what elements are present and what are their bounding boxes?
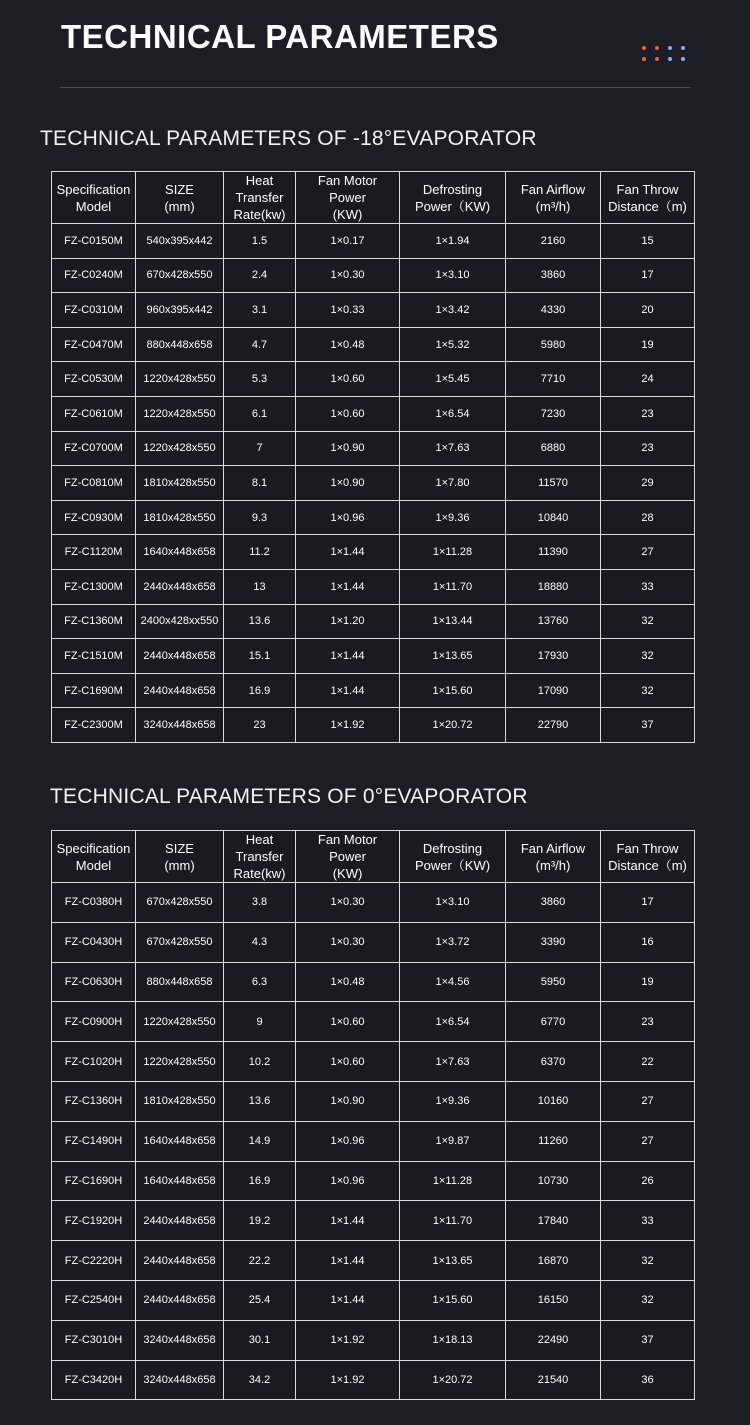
cell-fan-motor-power: 1×0.60: [296, 396, 400, 431]
table-row: [52, 922, 695, 962]
cell-heat-transfer-rate: 16.9: [224, 673, 296, 708]
cell-heat-transfer-rate: 7: [224, 431, 296, 466]
cell-size: 1810x428x550: [136, 500, 224, 535]
cell-heat-transfer-rate: 25.4: [224, 1280, 296, 1320]
cell-fan-motor-power: 1×0.90: [296, 431, 400, 466]
cell-fan-throw-distance: 23: [601, 396, 695, 431]
cell-fan-motor-power: 1×0.30: [296, 922, 400, 962]
cell-defrosting-power: 1×3.72: [400, 922, 506, 962]
cell-defrosting-power: 1×3.42: [400, 293, 506, 328]
dot-icon: [642, 57, 646, 61]
cell-fan-motor-power: 1×1.20: [296, 604, 400, 639]
cell-fan-throw-distance: 27: [601, 1121, 695, 1161]
cell-model: FZ-C0530M: [52, 362, 136, 397]
cell-size: 3240x448x658: [136, 1320, 224, 1360]
cell-fan-airflow: 17930: [506, 639, 601, 674]
header-line: Fan Throw: [616, 181, 679, 197]
cell-fan-airflow: 11390: [506, 535, 601, 570]
cell-fan-motor-power: 1×1.92: [296, 708, 400, 743]
cell-model: FZ-C1920H: [52, 1201, 136, 1241]
parameters-table-0: [51, 830, 695, 1400]
cell-fan-throw-distance: 33: [601, 569, 695, 604]
cell-size: 1640x448x658: [136, 1121, 224, 1161]
cell-fan-motor-power: 1×1.44: [296, 535, 400, 570]
cell-defrosting-power: 1×18.13: [400, 1320, 506, 1360]
cell-fan-airflow: 11260: [506, 1121, 601, 1161]
cell-fan-motor-power: 1×0.90: [296, 1081, 400, 1121]
cell-fan-airflow: 17090: [506, 673, 601, 708]
section-title-0: TECHNICAL PARAMETERS OF 0°EVAPORATOR: [50, 785, 528, 808]
cell-fan-airflow: 3860: [506, 883, 601, 923]
section-title-minus-18: TECHNICAL PARAMETERS OF -18°EVAPORATOR: [40, 127, 537, 150]
cell-heat-transfer-rate: 8.1: [224, 466, 296, 501]
header-line: Model: [75, 857, 112, 873]
cell-fan-throw-distance: 32: [601, 673, 695, 708]
dot-icon: [681, 57, 685, 61]
cell-defrosting-power: 1×3.10: [400, 883, 506, 923]
cell-heat-transfer-rate: 23: [224, 708, 296, 743]
header-line: Fan Airflow: [520, 840, 586, 856]
cell-fan-airflow: 18880: [506, 569, 601, 604]
cell-model: FZ-C0810M: [52, 466, 136, 501]
cell-fan-airflow: 22490: [506, 1320, 601, 1360]
dot-icon: [668, 46, 672, 50]
cell-fan-airflow: 7230: [506, 396, 601, 431]
header-line: Distance（m): [608, 857, 687, 873]
cell-defrosting-power: 1×15.60: [400, 1280, 506, 1320]
table-row: [52, 1081, 695, 1121]
cell-fan-airflow: 16870: [506, 1241, 601, 1281]
cell-model: FZ-C0310M: [52, 293, 136, 328]
cell-fan-airflow: 4330: [506, 293, 601, 328]
cell-model: FZ-C2540H: [52, 1280, 136, 1320]
cell-defrosting-power: 1×11.28: [400, 1161, 506, 1201]
header-size: [136, 831, 224, 883]
header-line: (mm): [164, 198, 195, 214]
cell-model: FZ-C1120M: [52, 535, 136, 570]
header-line: Specification: [56, 840, 131, 856]
cell-defrosting-power: 1×9.36: [400, 500, 506, 535]
cell-fan-motor-power: 1×1.44: [296, 1241, 400, 1281]
cell-fan-airflow: 17840: [506, 1201, 601, 1241]
header-divider: [60, 87, 691, 88]
cell-defrosting-power: 1×6.54: [400, 396, 506, 431]
header-fan-motor-power: [296, 172, 400, 224]
header-heat-transfer-rate: [224, 172, 296, 224]
cell-fan-throw-distance: 32: [601, 604, 695, 639]
page-title: TECHNICAL PARAMETERS: [61, 18, 499, 55]
header-line: Transfer: [235, 849, 284, 864]
table-row: [52, 1360, 695, 1400]
header-heat-transfer-rate: [224, 831, 296, 883]
cell-heat-transfer-rate: 13.6: [224, 604, 296, 639]
header-fan-throw-distance: [601, 831, 695, 883]
cell-defrosting-power: 1×11.70: [400, 1201, 506, 1241]
cell-fan-throw-distance: 16: [601, 922, 695, 962]
table-row: [52, 639, 695, 674]
cell-size: 3240x448x658: [136, 1360, 224, 1400]
header-line: Power（KW): [414, 198, 491, 214]
cell-size: 670x428x550: [136, 883, 224, 923]
cell-fan-throw-distance: 26: [601, 1161, 695, 1201]
header-line: (KW): [332, 207, 363, 222]
cell-fan-motor-power: 1×1.92: [296, 1360, 400, 1400]
cell-fan-motor-power: 1×0.90: [296, 466, 400, 501]
cell-defrosting-power: 1×9.87: [400, 1121, 506, 1161]
cell-fan-throw-distance: 32: [601, 1241, 695, 1281]
cell-fan-throw-distance: 17: [601, 258, 695, 293]
cell-fan-motor-power: 1×0.60: [296, 362, 400, 397]
cell-heat-transfer-rate: 10.2: [224, 1042, 296, 1082]
cell-heat-transfer-rate: 5.3: [224, 362, 296, 397]
cell-defrosting-power: 1×11.28: [400, 535, 506, 570]
cell-defrosting-power: 1×3.10: [400, 258, 506, 293]
cell-defrosting-power: 1×5.32: [400, 327, 506, 362]
cell-heat-transfer-rate: 6.1: [224, 396, 296, 431]
table-row: [52, 604, 695, 639]
dots-decoration-icon: [642, 46, 688, 64]
header-fan-throw-distance: [601, 172, 695, 224]
table-row: [52, 708, 695, 743]
table-row: [52, 500, 695, 535]
cell-model: FZ-C0150M: [52, 224, 136, 259]
cell-heat-transfer-rate: 11.2: [224, 535, 296, 570]
cell-defrosting-power: 1×7.63: [400, 1042, 506, 1082]
header-line: Power（KW): [414, 857, 491, 873]
cell-size: 670x428x550: [136, 258, 224, 293]
header-line: Model: [75, 198, 112, 214]
header-line: (mm): [164, 857, 195, 873]
header-line: Fan Motor: [317, 832, 378, 847]
table-row: [52, 962, 695, 1002]
cell-defrosting-power: 1×13.65: [400, 639, 506, 674]
cell-model: FZ-C0470M: [52, 327, 136, 362]
cell-fan-airflow: 2160: [506, 224, 601, 259]
table-row: [52, 1320, 695, 1360]
dot-icon: [655, 57, 659, 61]
cell-fan-airflow: 22790: [506, 708, 601, 743]
cell-fan-throw-distance: 23: [601, 1002, 695, 1042]
table-row: [52, 327, 695, 362]
cell-defrosting-power: 1×13.65: [400, 1241, 506, 1281]
cell-heat-transfer-rate: 1.5: [224, 224, 296, 259]
table-row: [52, 1201, 695, 1241]
cell-fan-airflow: 3390: [506, 922, 601, 962]
cell-heat-transfer-rate: 13.6: [224, 1081, 296, 1121]
cell-size: 960x395x442: [136, 293, 224, 328]
header-line: Defrosting: [422, 840, 483, 856]
cell-defrosting-power: 1×15.60: [400, 673, 506, 708]
cell-defrosting-power: 1×7.63: [400, 431, 506, 466]
cell-defrosting-power: 1×4.56: [400, 962, 506, 1002]
cell-fan-airflow: 5980: [506, 327, 601, 362]
header-line: Distance（m): [608, 198, 687, 214]
cell-heat-transfer-rate: 9.3: [224, 500, 296, 535]
cell-fan-throw-distance: 36: [601, 1360, 695, 1400]
cell-fan-throw-distance: 17: [601, 883, 695, 923]
cell-defrosting-power: 1×20.72: [400, 1360, 506, 1400]
cell-heat-transfer-rate: 13: [224, 569, 296, 604]
cell-heat-transfer-rate: 30.1: [224, 1320, 296, 1360]
header-line: Fan Airflow: [520, 181, 586, 197]
header-line: Power: [329, 849, 366, 864]
cell-size: 1220x428x550: [136, 362, 224, 397]
cell-heat-transfer-rate: 4.3: [224, 922, 296, 962]
cell-model: FZ-C0930M: [52, 500, 136, 535]
header-line: Defrosting: [422, 181, 483, 197]
cell-fan-throw-distance: 20: [601, 293, 695, 328]
table-row: [52, 224, 695, 259]
cell-fan-motor-power: 1×0.30: [296, 883, 400, 923]
header-fan-airflow: [506, 172, 601, 224]
cell-size: 1220x428x550: [136, 396, 224, 431]
cell-model: FZ-C3010H: [52, 1320, 136, 1360]
cell-fan-throw-distance: 33: [601, 1201, 695, 1241]
header-line: Fan Motor: [317, 173, 378, 188]
cell-size: 1810x428x550: [136, 466, 224, 501]
cell-model: FZ-C0900H: [52, 1002, 136, 1042]
cell-fan-motor-power: 1×1.44: [296, 1280, 400, 1320]
cell-fan-throw-distance: 22: [601, 1042, 695, 1082]
cell-fan-airflow: 10160: [506, 1081, 601, 1121]
cell-model: FZ-C1690M: [52, 673, 136, 708]
cell-model: FZ-C0700M: [52, 431, 136, 466]
page-header: [0, 0, 750, 90]
cell-defrosting-power: 1×7.80: [400, 466, 506, 501]
table-header-row: [52, 172, 695, 224]
header-line: Rate(kw): [233, 207, 286, 222]
cell-heat-transfer-rate: 3.8: [224, 883, 296, 923]
cell-fan-motor-power: 1×0.33: [296, 293, 400, 328]
cell-heat-transfer-rate: 14.9: [224, 1121, 296, 1161]
cell-model: FZ-C0630H: [52, 962, 136, 1002]
cell-fan-throw-distance: 15: [601, 224, 695, 259]
cell-fan-motor-power: 1×1.44: [296, 1201, 400, 1241]
cell-heat-transfer-rate: 34.2: [224, 1360, 296, 1400]
cell-size: 3240x448x658: [136, 708, 224, 743]
cell-model: FZ-C1690H: [52, 1161, 136, 1201]
cell-defrosting-power: 1×6.54: [400, 1002, 506, 1042]
dot-icon: [655, 46, 659, 50]
cell-fan-motor-power: 1×1.44: [296, 673, 400, 708]
cell-fan-airflow: 10840: [506, 500, 601, 535]
dot-icon: [668, 57, 672, 61]
cell-model: FZ-C2220H: [52, 1241, 136, 1281]
header-line: SIZE: [165, 840, 194, 856]
table-row: [52, 673, 695, 708]
cell-fan-throw-distance: 29: [601, 466, 695, 501]
cell-fan-throw-distance: 23: [601, 431, 695, 466]
table-row: [52, 1042, 695, 1082]
cell-fan-airflow: 21540: [506, 1360, 601, 1400]
cell-size: 2440x448x658: [136, 1280, 224, 1320]
table-row: [52, 1280, 695, 1320]
cell-fan-throw-distance: 32: [601, 1280, 695, 1320]
cell-model: FZ-C1360M: [52, 604, 136, 639]
table-row: [52, 535, 695, 570]
cell-defrosting-power: 1×20.72: [400, 708, 506, 743]
cell-fan-airflow: 10730: [506, 1161, 601, 1201]
cell-fan-throw-distance: 27: [601, 1081, 695, 1121]
header-line: Heat: [245, 832, 274, 847]
cell-size: 1220x428x550: [136, 1042, 224, 1082]
cell-fan-throw-distance: 37: [601, 1320, 695, 1360]
table-row: [52, 1161, 695, 1201]
cell-model: FZ-C0610M: [52, 396, 136, 431]
cell-fan-motor-power: 1×0.96: [296, 1161, 400, 1201]
cell-heat-transfer-rate: 9: [224, 1002, 296, 1042]
header-size: [136, 172, 224, 224]
cell-model: FZ-C0380H: [52, 883, 136, 923]
cell-model: FZ-C1360H: [52, 1081, 136, 1121]
cell-size: 880x448x658: [136, 962, 224, 1002]
parameters-table-minus-18: [51, 171, 695, 743]
cell-heat-transfer-rate: 22.2: [224, 1241, 296, 1281]
header-line: SIZE: [165, 181, 194, 197]
header-line: Specification: [56, 181, 131, 197]
cell-heat-transfer-rate: 15.1: [224, 639, 296, 674]
header-fan-motor-power: [296, 831, 400, 883]
cell-model: FZ-C1300M: [52, 569, 136, 604]
cell-heat-transfer-rate: 6.3: [224, 962, 296, 1002]
cell-fan-airflow: 6370: [506, 1042, 601, 1082]
table-row: [52, 293, 695, 328]
cell-fan-throw-distance: 28: [601, 500, 695, 535]
cell-size: 1640x448x658: [136, 535, 224, 570]
cell-size: 2440x448x658: [136, 569, 224, 604]
cell-fan-airflow: 5950: [506, 962, 601, 1002]
cell-heat-transfer-rate: 16.9: [224, 1161, 296, 1201]
cell-fan-airflow: 6880: [506, 431, 601, 466]
cell-model: FZ-C0430H: [52, 922, 136, 962]
cell-fan-throw-distance: 24: [601, 362, 695, 397]
table-header-row: [52, 831, 695, 883]
cell-size: 2440x448x658: [136, 1201, 224, 1241]
header-defrosting-power: [400, 831, 506, 883]
cell-heat-transfer-rate: 3.1: [224, 293, 296, 328]
cell-size: 2440x448x658: [136, 673, 224, 708]
cell-fan-motor-power: 1×0.96: [296, 500, 400, 535]
cell-size: 2440x448x658: [136, 1241, 224, 1281]
header-model: [52, 172, 136, 224]
header-line: (KW): [332, 866, 363, 881]
cell-size: 2400x428xx550: [136, 604, 224, 639]
cell-size: 1640x448x658: [136, 1161, 224, 1201]
dot-icon: [642, 46, 646, 50]
cell-model: FZ-C1490H: [52, 1121, 136, 1161]
table-row: [52, 1121, 695, 1161]
cell-fan-airflow: 7710: [506, 362, 601, 397]
header-line: Fan Throw: [616, 840, 679, 856]
table-row: [52, 258, 695, 293]
cell-fan-motor-power: 1×1.44: [296, 639, 400, 674]
cell-fan-motor-power: 1×0.60: [296, 1042, 400, 1082]
header-line: Heat: [245, 173, 274, 188]
cell-defrosting-power: 1×11.70: [400, 569, 506, 604]
cell-size: 2440x448x658: [136, 639, 224, 674]
table-row: [52, 466, 695, 501]
cell-size: 880x448x658: [136, 327, 224, 362]
header-line: Rate(kw): [233, 866, 286, 881]
cell-size: 1220x428x550: [136, 431, 224, 466]
cell-fan-throw-distance: 32: [601, 639, 695, 674]
table-row: [52, 1002, 695, 1042]
header-model: [52, 831, 136, 883]
header-fan-airflow: [506, 831, 601, 883]
cell-fan-motor-power: 1×0.60: [296, 1002, 400, 1042]
cell-model: FZ-C1510M: [52, 639, 136, 674]
cell-fan-throw-distance: 19: [601, 327, 695, 362]
cell-fan-motor-power: 1×0.48: [296, 327, 400, 362]
cell-fan-airflow: 6770: [506, 1002, 601, 1042]
cell-fan-motor-power: 1×0.17: [296, 224, 400, 259]
cell-fan-throw-distance: 19: [601, 962, 695, 1002]
cell-size: 540x395x442: [136, 224, 224, 259]
table-row: [52, 431, 695, 466]
table-row: [52, 569, 695, 604]
cell-model: FZ-C2300M: [52, 708, 136, 743]
cell-defrosting-power: 1×13.44: [400, 604, 506, 639]
cell-fan-airflow: 16150: [506, 1280, 601, 1320]
cell-fan-motor-power: 1×0.96: [296, 1121, 400, 1161]
cell-heat-transfer-rate: 2.4: [224, 258, 296, 293]
cell-fan-airflow: 3860: [506, 258, 601, 293]
cell-fan-motor-power: 1×1.44: [296, 569, 400, 604]
cell-fan-motor-power: 1×0.30: [296, 258, 400, 293]
cell-fan-airflow: 13760: [506, 604, 601, 639]
header-line: Transfer: [235, 190, 284, 205]
cell-fan-motor-power: 1×1.92: [296, 1320, 400, 1360]
cell-model: FZ-C3420H: [52, 1360, 136, 1400]
header-line: (m³/h): [535, 857, 571, 873]
header-line: Power: [329, 190, 366, 205]
cell-fan-motor-power: 1×0.48: [296, 962, 400, 1002]
cell-fan-throw-distance: 37: [601, 708, 695, 743]
table-row: [52, 883, 695, 923]
table-row: [52, 362, 695, 397]
cell-heat-transfer-rate: 4.7: [224, 327, 296, 362]
cell-defrosting-power: 1×1.94: [400, 224, 506, 259]
cell-size: 1810x428x550: [136, 1081, 224, 1121]
cell-size: 1220x428x550: [136, 1002, 224, 1042]
header-defrosting-power: [400, 172, 506, 224]
cell-fan-throw-distance: 27: [601, 535, 695, 570]
table-row: [52, 396, 695, 431]
cell-size: 670x428x550: [136, 922, 224, 962]
cell-model: FZ-C0240M: [52, 258, 136, 293]
table-row: [52, 1241, 695, 1281]
cell-model: FZ-C1020H: [52, 1042, 136, 1082]
cell-defrosting-power: 1×9.36: [400, 1081, 506, 1121]
cell-heat-transfer-rate: 19.2: [224, 1201, 296, 1241]
header-line: (m³/h): [535, 198, 571, 214]
dot-icon: [681, 46, 685, 50]
cell-defrosting-power: 1×5.45: [400, 362, 506, 397]
cell-fan-airflow: 11570: [506, 466, 601, 501]
